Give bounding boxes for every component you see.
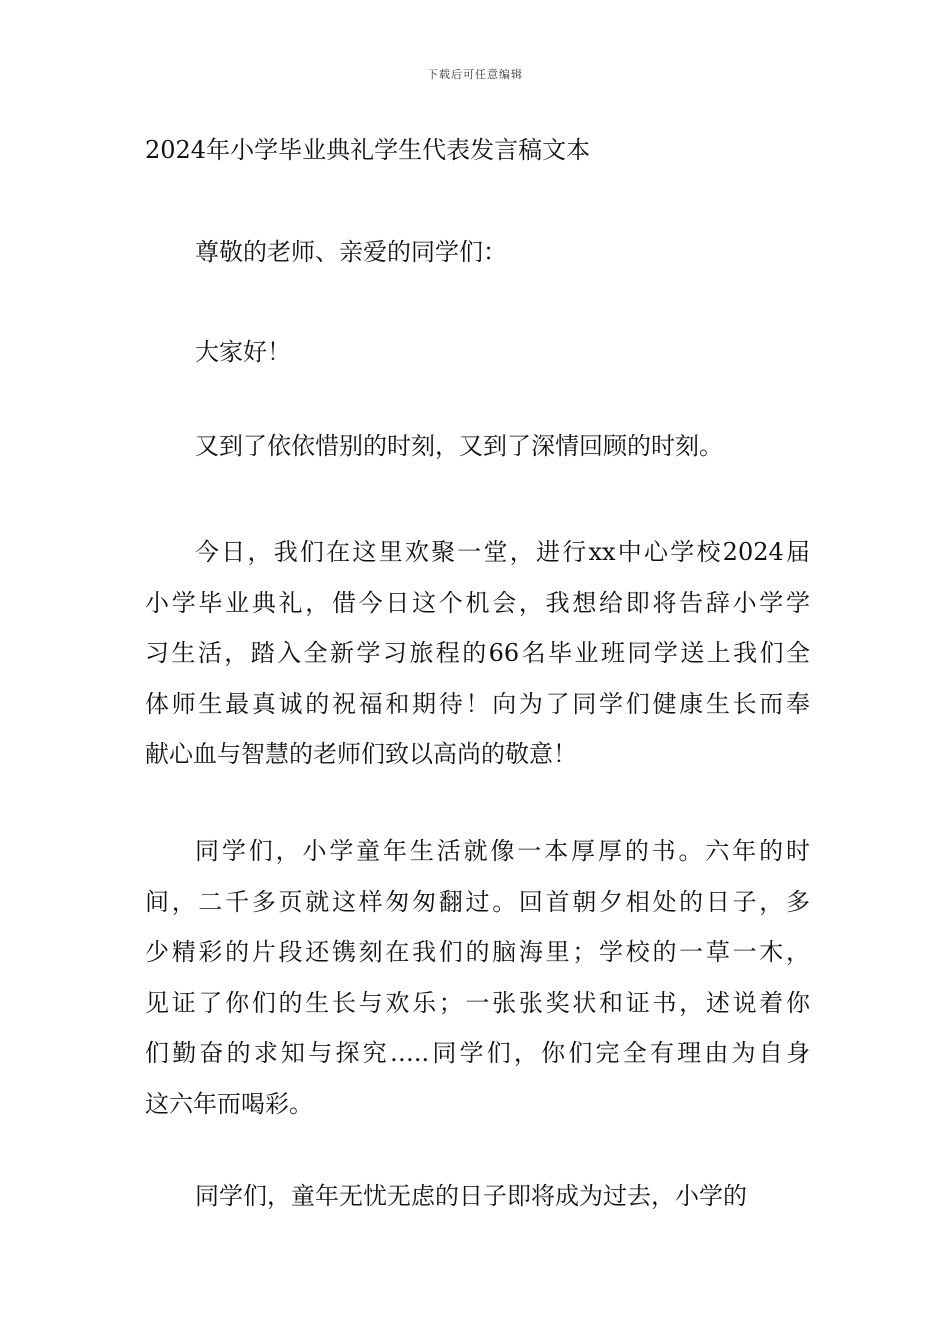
- paragraph-line: 见证了你们的生长与欢乐；一张张奖状和证书，述说着你: [145, 988, 810, 1017]
- paragraph-line: 体师生最真诚的祝福和期待！向为了同学们健康生长而奉: [145, 689, 810, 718]
- paragraph-future: [145, 1171, 810, 1222]
- paragraph-line: 今日，我们在这里欢聚一堂，进行xx中心学校2024届: [195, 538, 810, 566]
- hello-line: 大家好！: [195, 338, 291, 366]
- page-header-note: 下载后可任意编辑: [427, 68, 523, 81]
- paragraph-ceremony: [145, 527, 810, 780]
- paragraph-memories: [145, 826, 810, 1129]
- paragraph-line: 习生活，踏入全新学习旅程的66名毕业班同学送上我们全: [145, 639, 810, 667]
- paragraph-line: 这六年而喝彩。: [145, 1089, 313, 1118]
- paragraph-line: 献心血与智慧的老师们致以高尚的敬意！: [145, 740, 577, 768]
- paragraph-line: 们勤奋的求知与探究…..同学们，你们完全有理由为自身: [145, 1039, 810, 1067]
- paragraph-line: 小学毕业典礼，借今日这个机会，我想给即将告辞小学学: [145, 588, 810, 617]
- paragraph-line: 少精彩的片段还镌刻在我们的脑海里；学校的一草一木，: [145, 938, 810, 966]
- paragraph-line: 同学们，小学童年生活就像一本厚厚的书。六年的时: [195, 837, 810, 865]
- paragraph-line: 间，二千多页就这样匆匆翻过。回首朝夕相处的日子，多: [145, 887, 810, 916]
- paragraph-farewell: 又到了依依惜别的时刻，又到了深情回顾的时刻。: [195, 432, 723, 460]
- paragraph-line: 同学们，童年无忧无虑的日子即将成为过去，小学的: [195, 1182, 747, 1210]
- document-title: 2024年小学毕业典礼学生代表发言稿文本: [145, 136, 591, 164]
- greeting-line: 尊敬的老师、亲爱的同学们：: [195, 238, 507, 266]
